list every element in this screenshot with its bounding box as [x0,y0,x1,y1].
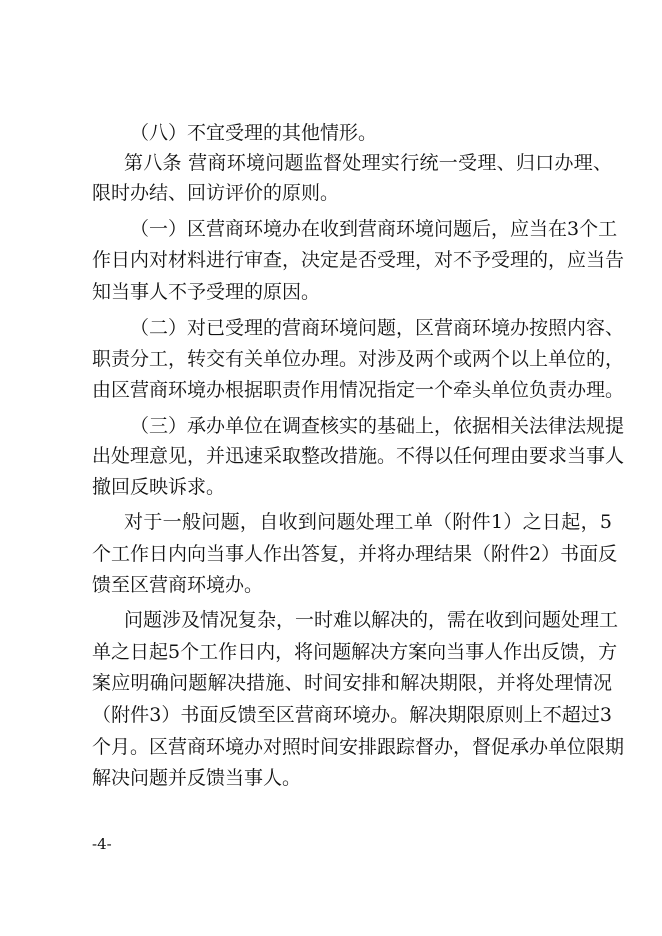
text-line: （八）不宜受理的其他情形。 [130,122,378,144]
text-line: 第八条 营商环境问题监督处理实行统一受理、归口办理、 [124,152,612,174]
text-line: （一）区营商环境办在收到营商环境问题后，应当在3个工 [130,218,618,240]
text-line: 馈至区营商环境办。 [92,574,264,596]
text-line: 作日内对材料进行审查，决定是否受理，对不予受理的，应当告 [92,249,625,271]
text-line: 出处理意见，并迅速采取整改措施。不得以任何理由要求当事人 [92,445,625,467]
text-line: （附件3）书面反馈至区营商环境办。解决期限原则上不超过3 [92,704,612,726]
text-line: 解决问题并反馈当事人。 [92,767,302,789]
text-line: 撤回反映诉求。 [92,476,226,498]
text-line: 案应明确问题解决措施、时间安排和解决期限，并将处理情况 [92,672,612,694]
text-line: 限时办结、回访评价的原则。 [92,182,340,204]
text-line: 个工作日内向当事人作出答复，并将办理结果（附件2）书面反 [92,543,618,565]
text-line: 个月。区营商环境办对照时间安排跟踪督办，督促承办单位限期 [92,736,625,758]
text-line: 由区营商环境办根据职责作用情况指定一个牵头单位负责办理。 [92,379,625,401]
page-number: -4- [92,835,112,853]
text-line: （二）对已受理的营商环境问题，区营商环境办按照内容、 [130,317,625,339]
text-line: 对于一般问题，自收到问题处理工单（附件1）之日起，5 [124,511,612,533]
text-line: 职责分工，转交有关单位办理。对涉及两个或两个以上单位的， [92,348,625,370]
text-line: （三）承办单位在调查核实的基础上，依据相关法律法规提 [130,415,625,437]
text-line: 单之日起5个工作日内，将问题解决方案向当事人作出反馈，方 [92,641,618,663]
text-line: 问题涉及情况复杂，一时难以解决的，需在收到问题处理工 [124,609,619,631]
text-line: 知当事人不予受理的原因。 [92,281,321,303]
